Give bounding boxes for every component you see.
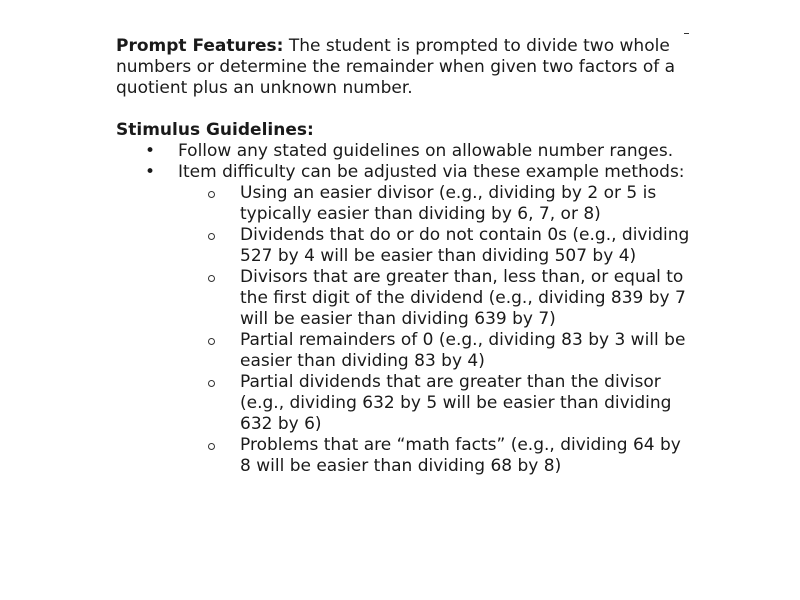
guideline-text: Item difficulty can be adjusted via these example methods: [178, 162, 685, 182]
guidelines-list [116, 141, 696, 477]
method-text: Using an easier divisor (e.g., dividing by 2 or 5 is typically easier than dividing by 6, 7, or 8) [240, 183, 657, 224]
bullet-dot-icon: • [145, 141, 156, 161]
prompt-features-label: Prompt Features: [116, 36, 284, 56]
method-text: Partial remainders of 0 (e.g., dividing 83 by 3 will be easier than dividing 83 by 4) [240, 330, 686, 371]
guideline-item [116, 141, 696, 162]
method-item [178, 372, 696, 435]
method-item [178, 225, 696, 267]
method-text: Problems that are “math facts” (e.g., dividing 64 by 8 will be easier than dividing 68 by 8) [240, 435, 681, 476]
method-text: Divisors that are greater than, less than, or equal to the first digit of the dividend (e.g., dividing 839 by 7 will be easier than dividing 639 by 7) [240, 267, 686, 329]
method-item [178, 330, 696, 372]
stimulus-guidelines-heading: Stimulus Guidelines: [116, 120, 314, 140]
open-circle-icon [208, 275, 215, 282]
open-circle-icon [208, 443, 215, 450]
method-item [178, 435, 696, 477]
open-circle-icon [208, 191, 215, 198]
open-circle-icon [208, 233, 215, 240]
difficulty-methods-list [178, 183, 696, 477]
stray-mark [684, 33, 689, 34]
method-item [178, 183, 696, 225]
prompt-features-text: The student is prompted to divide two whole numbers or determine the remainder when given two factors of a quotient plus an unknown number. [116, 36, 676, 98]
bullet-dot-icon: • [145, 162, 156, 182]
document-page [116, 36, 696, 477]
method-text: Dividends that do or do not contain 0s (e.g., dividing 527 by 4 will be easier than dividing 507 by 4) [240, 225, 690, 266]
guideline-item [116, 162, 696, 477]
guideline-text: Follow any stated guidelines on allowable number ranges. [178, 141, 674, 161]
open-circle-icon [208, 380, 215, 387]
open-circle-icon [208, 338, 215, 345]
method-text: Partial dividends that are greater than the divisor (e.g., dividing 632 by 5 will be easier than dividing 632 by 6) [240, 372, 672, 434]
method-item [178, 267, 696, 330]
prompt-features-paragraph [116, 36, 696, 99]
